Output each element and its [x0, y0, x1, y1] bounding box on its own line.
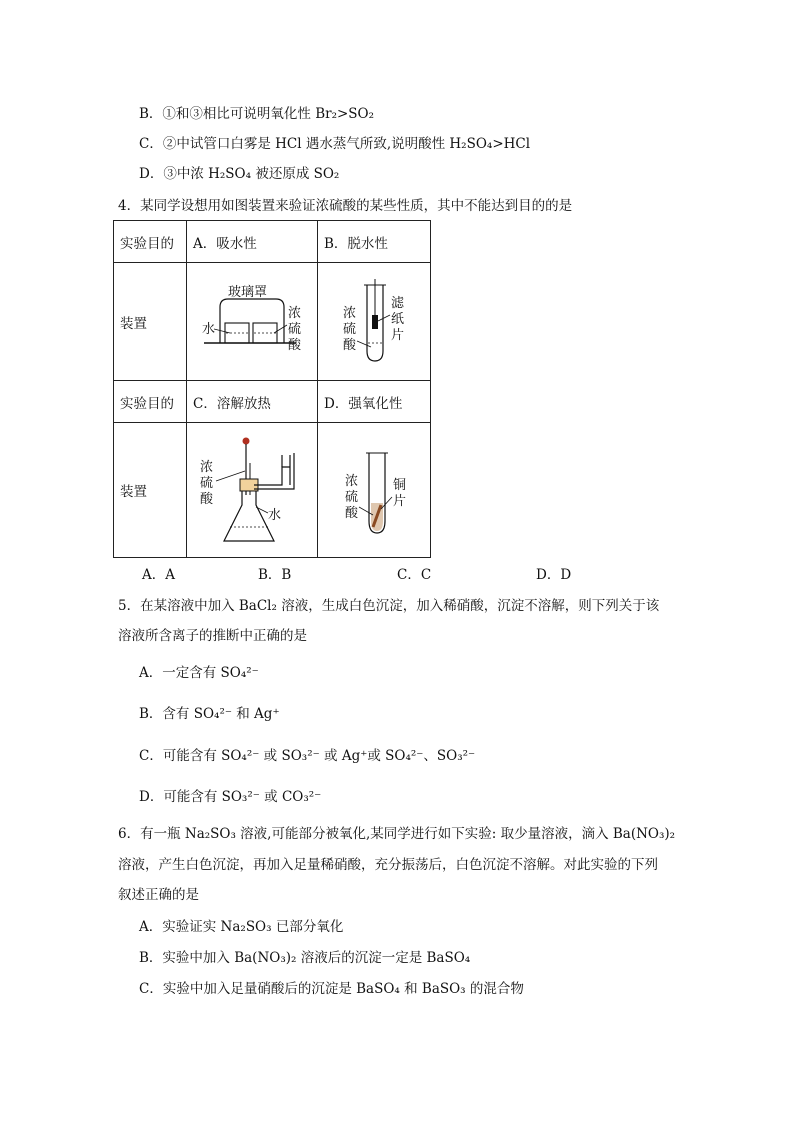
- apparatus-d-drawing: [321, 423, 427, 553]
- row1-label: 实验目的: [114, 221, 187, 263]
- q6-stem-line1: 6．有一瓶 Na₂SO₃ 溶液,可能部分被氧化,某同学进行如下实验: 取少量溶液，滴入 Ba(NO₃)₂: [118, 826, 676, 842]
- q4-answer-a: A．A: [142, 567, 175, 583]
- q3-option-d: D．③中浓 H₂SO₄ 被还原成 SO₂: [139, 166, 340, 182]
- copper-label-d-1: 铜: [393, 478, 407, 493]
- acid-label-c-1: 浓: [200, 460, 214, 475]
- acid-label-c-2: 硫: [200, 476, 214, 491]
- q4-answer-c: C．C: [397, 567, 432, 583]
- option-c-purpose: C．溶解放热: [187, 381, 318, 423]
- acid-label-a-1: 浓: [288, 306, 302, 321]
- apparatus-b-drawing: [321, 263, 427, 376]
- water-label-a: 水: [202, 322, 216, 337]
- q6-option-b: B．实验中加入 Ba(NO₃)₂ 溶液后的沉淀一定是 BaSO₄: [139, 950, 471, 966]
- apparatus-c-drawing: [190, 423, 314, 553]
- q5-option-d: D．可能含有 SO₃²⁻ 或 CO₃²⁻: [139, 789, 322, 805]
- acid-label-b-3: 酸: [343, 338, 357, 353]
- option-d-purpose: D．强氧化性: [318, 381, 431, 423]
- q3-option-c: C．②中试管口白雾是 HCl 遇水蒸气所致,说明酸性 H₂SO₄>HCl: [139, 136, 531, 152]
- apparatus-b: [318, 263, 431, 381]
- water-label-c: 水: [268, 508, 282, 523]
- row4-label: 装置: [114, 423, 187, 558]
- paper-label-b-1: 滤: [391, 296, 405, 311]
- glass-cover-label: 玻璃罩: [228, 285, 268, 300]
- row3-label: 实验目的: [114, 381, 187, 423]
- q5-option-a: A．一定含有 SO₄²⁻: [139, 665, 259, 681]
- q5-option-c: C．可能含有 SO₄²⁻ 或 SO₃²⁻ 或 Ag⁺或 SO₄²⁻、SO₃²⁻: [139, 748, 476, 764]
- acid-label-a-2: 硫: [288, 322, 302, 337]
- paper-label-b-3: 片: [391, 328, 405, 343]
- apparatus-a-drawing: [190, 263, 314, 376]
- acid-label-b-1: 浓: [343, 306, 357, 321]
- apparatus-d: [318, 423, 431, 558]
- q3-option-b: B．①和③相比可说明氧化性 Br₂>SO₂: [139, 106, 375, 122]
- option-b-purpose: B．脱水性: [318, 221, 431, 263]
- acid-label-c-3: 酸: [200, 492, 214, 507]
- apparatus-c: [187, 423, 318, 558]
- q4-answer-b: B．B: [258, 567, 292, 583]
- q5-stem-line1: 5．在某溶液中加入 BaCl₂ 溶液，生成白色沉淀，加入稀硝酸，沉淀不溶解，则下列关于该: [118, 598, 660, 614]
- acid-label-d-1: 浓: [345, 474, 359, 489]
- q5-option-b: B．含有 SO₄²⁻ 和 Ag⁺: [139, 706, 280, 722]
- acid-label-d-2: 硫: [345, 490, 359, 505]
- acid-label-a-3: 酸: [288, 338, 302, 353]
- q6-option-a: A．实验证实 Na₂SO₃ 已部分氧化: [139, 919, 344, 935]
- q4-table: [113, 220, 431, 558]
- apparatus-a: [187, 263, 318, 381]
- q6-stem-line3: 叙述正确的是: [118, 887, 199, 903]
- q6-stem-line2: 溶液，产生白色沉淀，再加入足量稀硝酸，充分振荡后，白色沉淀不溶解。对此实验的下列: [118, 857, 658, 873]
- paper-label-b-2: 纸: [391, 312, 405, 327]
- acid-label-d-3: 酸: [345, 506, 359, 521]
- q6-option-c: C．实验中加入足量硝酸后的沉淀是 BaSO₄ 和 BaSO₃ 的混合物: [139, 981, 524, 997]
- row2-label: 装置: [114, 263, 187, 381]
- q5-stem-line2: 溶液所含离子的推断中正确的是: [118, 628, 307, 644]
- q4-answer-d: D．D: [536, 567, 572, 583]
- q4-stem: 4．某同学设想用如图装置来验证浓硫酸的某些性质，其中不能达到目的的是: [118, 198, 573, 214]
- copper-label-d-2: 片: [393, 494, 407, 509]
- option-a-purpose: A．吸水性: [187, 221, 318, 263]
- acid-label-b-2: 硫: [343, 322, 357, 337]
